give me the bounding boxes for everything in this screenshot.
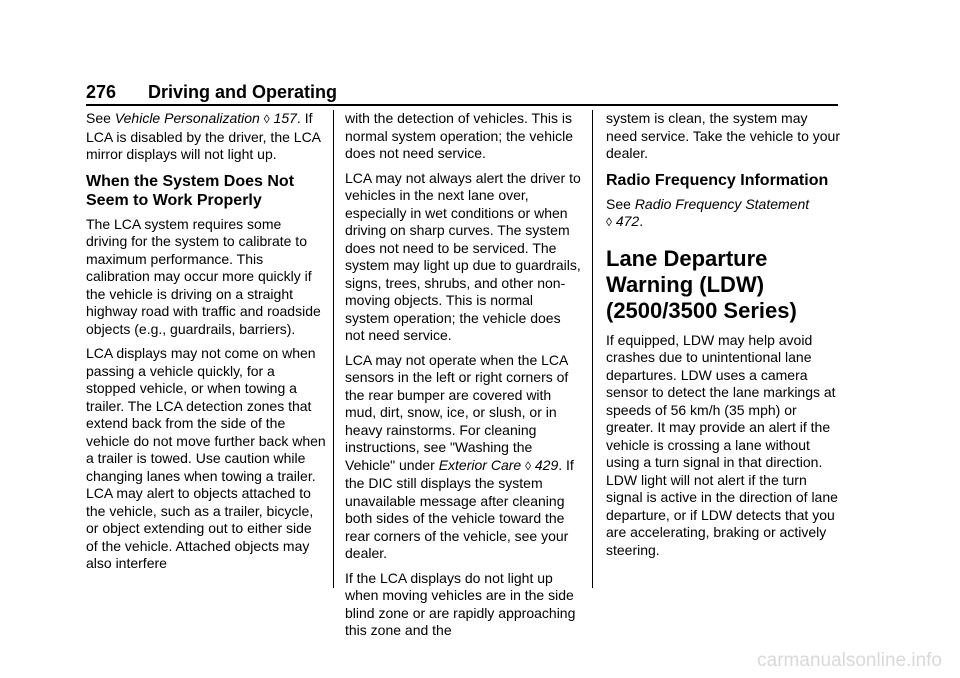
- paragraph-displays: LCA displays may not come on when passing a vehicle quickly, for a stopped vehicle, or when towing a trailer. The LCA detection zones that extend back from the side of the vehicle do not move further back when a trailer is towed. Use caution while changing lanes when towing a trailer. LCA may alert to objects attached to the vehicle, such as a trailer, bicycle, or object extending out to either side of the vehicle. Attached objects may also interfere: [86, 345, 326, 571]
- page-ref-arrow-icon: ◊: [606, 215, 612, 229]
- paragraph-ldw: If equipped, LDW may help avoid crashes due to unintentional lane departures. LDW uses a camera sensor to detect the lane markings at speeds of 56 km/h (35 mph) or greater. It may provide an alert if the vehicle is crossing a lane without using a turn signal in that direction. LDW light will not alert if the turn signal is active in the direction of lane departure, or if LDW detects that you are accelerating, braking or actively steering.: [606, 331, 838, 558]
- paragraph-radio-see: See Radio Frequency Statement ◊ 472.: [606, 195, 810, 229]
- column-divider-2: [592, 110, 593, 588]
- column-divider-1: [333, 110, 334, 588]
- heading-lane-departure: Lane Departure Warning (LDW) (2500/3500 Series): [606, 245, 797, 323]
- watermark: carmanualsonline.info: [757, 650, 942, 671]
- heading-radio-frequency: Radio Frequency Information: [606, 171, 829, 189]
- column-1: [86, 110, 326, 580]
- paragraph-service: system is clean, the system may need service. Take the vehicle to your dealer.: [606, 110, 840, 161]
- heading-system-not-working: When the System Does Not Seem to Work Properly: [86, 172, 295, 209]
- paragraph-alert: LCA may not always alert the driver to vehicles in the next lane over, especially in wet conditions or when driving on sharp curves. The system does not need to be serviced. The system may light up due to guardrails, signs, trees, shrubs, and other non-moving objects. This is normal system operation; the vehicle does not need service.: [345, 169, 581, 343]
- page-ref-429[interactable]: 429: [534, 456, 559, 473]
- cross-ref-vehicle-personalization[interactable]: Vehicle Personalization: [114, 110, 260, 126]
- intro-paragraph: See Vehicle Personalization ◊ 157. If LCA is disabled by the driver, the LCA mirror displays will not light up.: [86, 110, 321, 162]
- page-ref-472[interactable]: 472: [615, 213, 640, 229]
- header-rule: [86, 104, 838, 106]
- paragraph-calibration: The LCA system requires some driving for the system to calibrate to maximum performance. This calibration may occur more quickly if the vehicle is driving on a straight highway road with traffic and roadside objects (e.g., guardrails, barriers).: [86, 215, 321, 337]
- paragraph-light-up: If the LCA displays do not light up when moving vehicles are in the side blind zone or are rapidly approaching this zone and the: [345, 569, 576, 638]
- section-title: Driving and Operating: [148, 82, 338, 102]
- cross-ref-exterior-care[interactable]: Exterior Care: [438, 456, 522, 473]
- paragraph-detection: with the detection of vehicles. This is normal system operation; the vehicle does not need service.: [345, 110, 573, 161]
- page-header: [86, 82, 838, 106]
- page-ref-arrow-icon: ◊: [525, 458, 531, 473]
- cross-ref-radio-frequency[interactable]: Radio Frequency Statement: [634, 195, 810, 212]
- page-number: 276: [86, 82, 117, 102]
- column-2: [345, 110, 581, 647]
- page-ref-arrow-icon: ◊: [263, 112, 270, 126]
- paragraph-sensors: LCA may not operate when the LCA sensors in the left or right corners of the rear bumper are covered with mud, dirt, snow, ice, or slush, or in heavy rainstorms. For cleaning instructions, see "Washing the Vehicle" under Exterior Care ◊ 429. If the DIC still displays the system unavailable message after cleaning both sides of the vehicle toward the rear corners of the vehicle, see your dealer.: [345, 351, 574, 561]
- page-ref-157[interactable]: 157: [273, 110, 297, 126]
- column-3: [606, 110, 842, 566]
